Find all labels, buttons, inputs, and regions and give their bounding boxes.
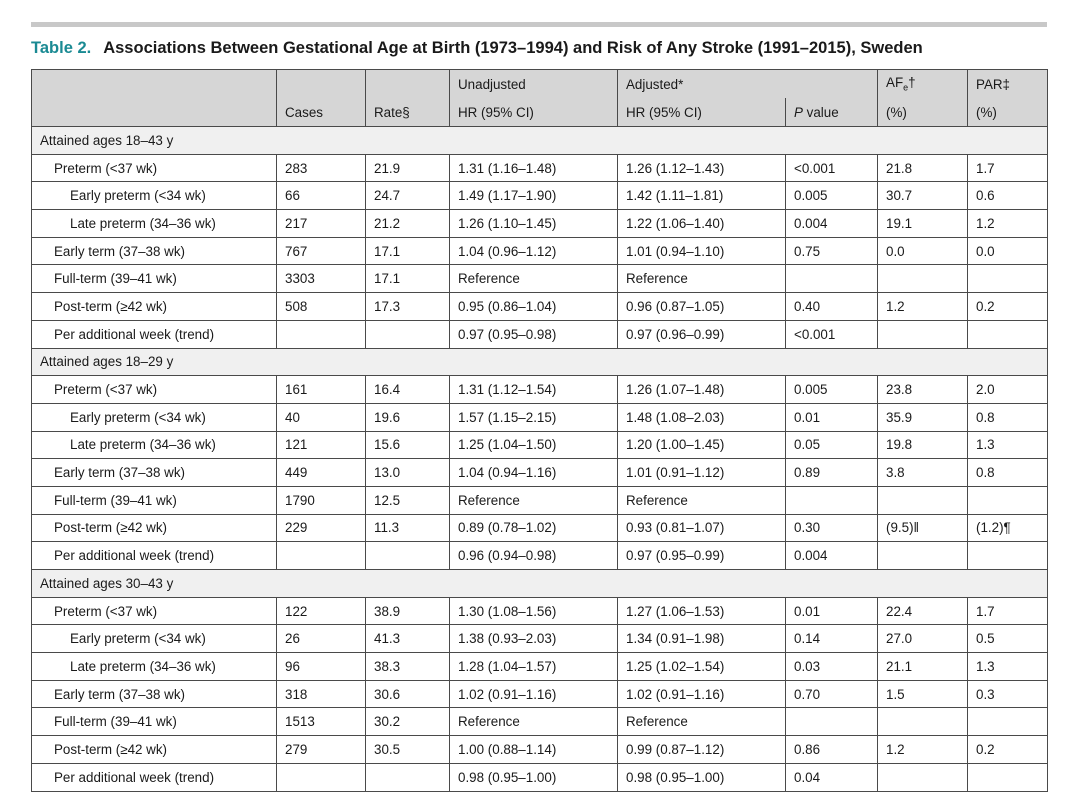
cell-par: 1.2 <box>968 210 1048 238</box>
cell-hr-adj: 1.42 (1.11–1.81) <box>618 182 786 210</box>
table-row <box>32 763 1048 791</box>
row-label: Early term (37–38 wk) <box>32 459 277 487</box>
cell-hr-unadj: 0.98 (0.95–1.00) <box>450 763 618 791</box>
table-row <box>32 210 1048 238</box>
cell-p: 0.04 <box>786 763 878 791</box>
table-row <box>32 293 1048 321</box>
header-adjusted: Adjusted* <box>618 70 878 99</box>
row-label: Per additional week (trend) <box>32 763 277 791</box>
cell-hr-unadj: 1.00 (0.88–1.14) <box>450 736 618 764</box>
cell-par <box>968 763 1048 791</box>
cell-cases: 279 <box>277 736 366 764</box>
cell-hr-adj: 0.93 (0.81–1.07) <box>618 514 786 542</box>
cell-af <box>878 763 968 791</box>
row-label: Full-term (39–41 wk) <box>32 708 277 736</box>
cell-rate <box>366 542 450 570</box>
header-p-value: P value <box>786 98 878 127</box>
header-unadjusted: Unadjusted <box>450 70 618 99</box>
cell-cases <box>277 320 366 348</box>
cell-cases: 1790 <box>277 486 366 514</box>
row-label: Preterm (<37 wk) <box>32 154 277 182</box>
cell-p: 0.30 <box>786 514 878 542</box>
cell-hr-adj: 0.97 (0.95–0.99) <box>618 542 786 570</box>
row-label: Late preterm (34–36 wk) <box>32 210 277 238</box>
cell-p <box>786 265 878 293</box>
cell-hr-unadj: 1.38 (0.93–2.03) <box>450 625 618 653</box>
cell-af: 23.8 <box>878 376 968 404</box>
table-row <box>32 237 1048 265</box>
row-label: Post-term (≥42 wk) <box>32 736 277 764</box>
cell-rate <box>366 763 450 791</box>
cell-hr-adj: 1.48 (1.08–2.03) <box>618 403 786 431</box>
cell-af <box>878 542 968 570</box>
cell-hr-unadj: 0.89 (0.78–1.02) <box>450 514 618 542</box>
header-rate-top <box>366 70 450 99</box>
cell-hr-adj: Reference <box>618 708 786 736</box>
header-par-pct: (%) <box>968 98 1048 127</box>
row-label: Late preterm (34–36 wk) <box>32 653 277 681</box>
cell-p: 0.005 <box>786 182 878 210</box>
row-label: Early term (37–38 wk) <box>32 680 277 708</box>
cell-cases: 508 <box>277 293 366 321</box>
cell-hr-adj: 1.01 (0.94–1.10) <box>618 237 786 265</box>
header-cases-top <box>277 70 366 99</box>
header-blank <box>32 70 277 99</box>
table-row <box>32 542 1048 570</box>
cell-rate: 30.6 <box>366 680 450 708</box>
cell-par <box>968 320 1048 348</box>
cell-rate: 13.0 <box>366 459 450 487</box>
cell-p: 0.01 <box>786 403 878 431</box>
header-af: $AF_e\dagger$ <box>878 70 968 99</box>
section-row <box>32 127 1048 155</box>
cell-rate: 21.2 <box>366 210 450 238</box>
table-row <box>32 320 1048 348</box>
cell-rate: 16.4 <box>366 376 450 404</box>
cell-af: 1.2 <box>878 293 968 321</box>
cell-p: 0.01 <box>786 597 878 625</box>
cell-af: 27.0 <box>878 625 968 653</box>
cell-cases: 96 <box>277 653 366 681</box>
cell-hr-adj: Reference <box>618 486 786 514</box>
cell-rate: 38.3 <box>366 653 450 681</box>
row-label: Post-term (≥42 wk) <box>32 514 277 542</box>
cell-hr-unadj: Reference <box>450 486 618 514</box>
cell-hr-unadj: 1.04 (0.94–1.16) <box>450 459 618 487</box>
table-row <box>32 625 1048 653</box>
cell-par: 1.3 <box>968 653 1048 681</box>
cell-p <box>786 708 878 736</box>
cell-p: 0.03 <box>786 653 878 681</box>
cell-hr-unadj: 1.57 (1.15–2.15) <box>450 403 618 431</box>
cell-cases: 449 <box>277 459 366 487</box>
cell-hr-adj: 1.27 (1.06–1.53) <box>618 597 786 625</box>
cell-p: 0.14 <box>786 625 878 653</box>
cell-hr-adj: 1.26 (1.07–1.48) <box>618 376 786 404</box>
top-rule <box>31 22 1047 27</box>
cell-cases: 3303 <box>277 265 366 293</box>
cell-hr-adj: 1.25 (1.02–1.54) <box>618 653 786 681</box>
row-label: Full-term (39–41 wk) <box>32 265 277 293</box>
section-title: Attained ages 30–43 y <box>32 570 1048 598</box>
table-title <box>31 39 1047 58</box>
cell-p: 0.70 <box>786 680 878 708</box>
cell-rate: 17.1 <box>366 265 450 293</box>
cell-af <box>878 486 968 514</box>
cell-af <box>878 320 968 348</box>
results-table <box>31 69 1048 792</box>
cell-hr-unadj: 1.49 (1.17–1.90) <box>450 182 618 210</box>
section-row <box>32 570 1048 598</box>
row-label: Late preterm (34–36 wk) <box>32 431 277 459</box>
cell-p: <0.001 <box>786 320 878 348</box>
cell-hr-unadj: Reference <box>450 265 618 293</box>
cell-hr-unadj: 1.02 (0.91–1.16) <box>450 680 618 708</box>
section-title: Attained ages 18–43 y <box>32 127 1048 155</box>
table-row <box>32 459 1048 487</box>
cell-p: 0.005 <box>786 376 878 404</box>
cell-hr-adj: 1.26 (1.12–1.43) <box>618 154 786 182</box>
cell-par: 0.0 <box>968 237 1048 265</box>
cell-cases <box>277 763 366 791</box>
table-row <box>32 265 1048 293</box>
cell-hr-unadj: 0.97 (0.95–0.98) <box>450 320 618 348</box>
cell-hr-adj: 0.96 (0.87–1.05) <box>618 293 786 321</box>
table-row <box>32 376 1048 404</box>
cell-rate: 30.2 <box>366 708 450 736</box>
cell-af: 0.0 <box>878 237 968 265</box>
section-row <box>32 348 1048 376</box>
cell-cases: 40 <box>277 403 366 431</box>
cell-rate: 30.5 <box>366 736 450 764</box>
cell-par: 1.7 <box>968 154 1048 182</box>
row-label: Preterm (<37 wk) <box>32 597 277 625</box>
cell-hr-unadj: 0.95 (0.86–1.04) <box>450 293 618 321</box>
cell-p: <0.001 <box>786 154 878 182</box>
cell-rate: 24.7 <box>366 182 450 210</box>
cell-af <box>878 708 968 736</box>
cell-rate: 15.6 <box>366 431 450 459</box>
table-row <box>32 680 1048 708</box>
row-label: Post-term (≥42 wk) <box>32 293 277 321</box>
cell-af: 35.9 <box>878 403 968 431</box>
table-caption: Associations Between Gestational Age at Birth (1973–1994) and Risk of Any Stroke (1991–2015), Sweden <box>103 39 923 57</box>
cell-cases: 217 <box>277 210 366 238</box>
cell-hr-adj: 1.34 (0.91–1.98) <box>618 625 786 653</box>
cell-hr-adj: Reference <box>618 265 786 293</box>
header-blank-2 <box>32 98 277 127</box>
cell-p <box>786 486 878 514</box>
cell-cases: 26 <box>277 625 366 653</box>
table-row <box>32 154 1048 182</box>
cell-hr-adj: 1.22 (1.06–1.40) <box>618 210 786 238</box>
cell-af: 1.5 <box>878 680 968 708</box>
cell-par: 0.5 <box>968 625 1048 653</box>
cell-hr-adj: 1.20 (1.00–1.45) <box>618 431 786 459</box>
cell-par: 0.3 <box>968 680 1048 708</box>
cell-af: 22.4 <box>878 597 968 625</box>
row-label: Per additional week (trend) <box>32 320 277 348</box>
cell-cases: 283 <box>277 154 366 182</box>
cell-p: 0.86 <box>786 736 878 764</box>
table-body <box>32 127 1048 792</box>
cell-hr-unadj: 1.04 (0.96–1.12) <box>450 237 618 265</box>
cell-hr-adj: 0.99 (0.87–1.12) <box>618 736 786 764</box>
table-row <box>32 653 1048 681</box>
cell-cases <box>277 542 366 570</box>
cell-p: 0.05 <box>786 431 878 459</box>
cell-rate: 17.1 <box>366 237 450 265</box>
cell-p: 0.40 <box>786 293 878 321</box>
row-label: Per additional week (trend) <box>32 542 277 570</box>
cell-cases: 122 <box>277 597 366 625</box>
cell-af: (9.5)‖ <box>878 514 968 542</box>
header-cases: Cases <box>277 98 366 127</box>
cell-par: 0.6 <box>968 182 1048 210</box>
cell-hr-adj: 1.02 (0.91–1.16) <box>618 680 786 708</box>
cell-hr-adj: 0.97 (0.96–0.99) <box>618 320 786 348</box>
cell-p: 0.89 <box>786 459 878 487</box>
cell-par: (1.2)¶ <box>968 514 1048 542</box>
table-row <box>32 486 1048 514</box>
cell-rate: 19.6 <box>366 403 450 431</box>
cell-hr-unadj: 1.31 (1.16–1.48) <box>450 154 618 182</box>
cell-cases: 161 <box>277 376 366 404</box>
table-row <box>32 736 1048 764</box>
cell-hr-unadj: Reference <box>450 708 618 736</box>
cell-cases: 318 <box>277 680 366 708</box>
cell-p: 0.75 <box>786 237 878 265</box>
cell-cases: 1513 <box>277 708 366 736</box>
cell-hr-unadj: 0.96 (0.94–0.98) <box>450 542 618 570</box>
table-row <box>32 431 1048 459</box>
cell-hr-unadj: 1.26 (1.10–1.45) <box>450 210 618 238</box>
cell-hr-unadj: 1.31 (1.12–1.54) <box>450 376 618 404</box>
cell-hr-unadj: 1.30 (1.08–1.56) <box>450 597 618 625</box>
cell-p: 0.004 <box>786 210 878 238</box>
cell-par <box>968 265 1048 293</box>
cell-par: 0.8 <box>968 403 1048 431</box>
table-label: Table 2. <box>31 39 92 57</box>
cell-af: 21.8 <box>878 154 968 182</box>
cell-cases: 66 <box>277 182 366 210</box>
cell-hr-unadj: 1.28 (1.04–1.57) <box>450 653 618 681</box>
cell-rate <box>366 320 450 348</box>
table-header <box>32 70 1048 127</box>
cell-rate: 17.3 <box>366 293 450 321</box>
cell-par: 2.0 <box>968 376 1048 404</box>
cell-rate: 38.9 <box>366 597 450 625</box>
row-label: Full-term (39–41 wk) <box>32 486 277 514</box>
cell-hr-unadj: 1.25 (1.04–1.50) <box>450 431 618 459</box>
cell-p: 0.004 <box>786 542 878 570</box>
cell-par: 1.3 <box>968 431 1048 459</box>
cell-par: 0.2 <box>968 293 1048 321</box>
cell-af: 3.8 <box>878 459 968 487</box>
header-hr-adjusted: HR (95% CI) <box>618 98 786 127</box>
row-label: Early term (37–38 wk) <box>32 237 277 265</box>
cell-hr-adj: 1.01 (0.91–1.12) <box>618 459 786 487</box>
cell-par: 0.2 <box>968 736 1048 764</box>
cell-rate: 12.5 <box>366 486 450 514</box>
header-par: PAR‡ <box>968 70 1048 99</box>
cell-par <box>968 708 1048 736</box>
cell-af: 19.8 <box>878 431 968 459</box>
row-label: Early preterm (<34 wk) <box>32 182 277 210</box>
cell-rate: 11.3 <box>366 514 450 542</box>
table-row <box>32 708 1048 736</box>
cell-af: 1.2 <box>878 736 968 764</box>
header-rate: Rate§ <box>366 98 450 127</box>
cell-af: 30.7 <box>878 182 968 210</box>
row-label: Early preterm (<34 wk) <box>32 403 277 431</box>
cell-af: 21.1 <box>878 653 968 681</box>
cell-af: 19.1 <box>878 210 968 238</box>
header-af-pct: (%) <box>878 98 968 127</box>
table-row <box>32 182 1048 210</box>
cell-par <box>968 486 1048 514</box>
cell-par: 1.7 <box>968 597 1048 625</box>
cell-cases: 229 <box>277 514 366 542</box>
cell-rate: 21.9 <box>366 154 450 182</box>
cell-hr-adj: 0.98 (0.95–1.00) <box>618 763 786 791</box>
cell-af <box>878 265 968 293</box>
row-label: Preterm (<37 wk) <box>32 376 277 404</box>
header-hr-unadjusted: HR (95% CI) <box>450 98 618 127</box>
cell-rate: 41.3 <box>366 625 450 653</box>
table-row <box>32 597 1048 625</box>
cell-par: 0.8 <box>968 459 1048 487</box>
table-row <box>32 514 1048 542</box>
table-row <box>32 403 1048 431</box>
row-label: Early preterm (<34 wk) <box>32 625 277 653</box>
section-title: Attained ages 18–29 y <box>32 348 1048 376</box>
cell-cases: 121 <box>277 431 366 459</box>
cell-par <box>968 542 1048 570</box>
cell-cases: 767 <box>277 237 366 265</box>
